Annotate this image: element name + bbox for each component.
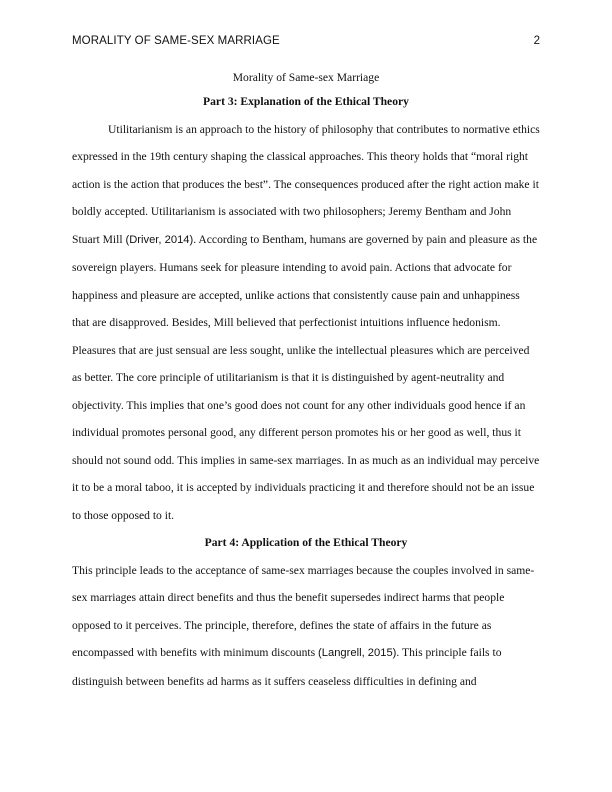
part3-paragraph xyxy=(72,116,540,530)
running-head: MORALITY OF SAME-SEX MARRIAGE xyxy=(72,35,280,47)
part4-heading: Part 4: Application of the Ethical Theory xyxy=(204,536,408,549)
citation-driver: (Driver, 2014) xyxy=(125,233,194,246)
citation-langrell: (Langrell, 2015) xyxy=(318,647,397,659)
part3-text-b: . According to Bentham, humans are governed by pain and pleasure as the sovereign players. Humans seek for pleasure intending to avoid pain. Actions that advocate for happiness and pleasure are accepted, unlike actions that consistently cause pain and unhappiness that are disapproved. Besides, Mill believed that perfectionist intuitions influence hedonism. Pleasures that are just sensual are less sought, unlike the intellectual pleasures which are perceived as better. The core principle of utilitarianism is that it is distinguished by agent-neutrality and objectivity. This implies that one’s good does not count for any other individuals good hence if an individual promotes personal good, any different person promotes his or her good as well, thus it should not sound odd. This implies in same-sex marriages. In as much as an individual may perceive it to be a moral taboo, it is accepted by individuals practicing it and therefore should not be an issue to those opposed to it. xyxy=(72,232,540,522)
document-body xyxy=(72,68,540,695)
part4-text-b: . This principle fails to distinguish between benefits ad harms as it suffers ceaseless difficulties in defining and xyxy=(72,646,502,688)
part4-text-a: This principle leads to the acceptance of same-sex marriages because the couples involved in same-sex marriages attain direct benefits and thus the benefit supersedes indirect harms that people opposed to it perceives. The principle, therefore, defines the state of affairs in the future as encompassed with benefits with minimum discounts xyxy=(72,563,535,659)
page-number: 2 xyxy=(533,35,540,47)
part3-heading: Part 3: Explanation of the Ethical Theory xyxy=(203,95,409,108)
part3-text-a: Utilitarianism is an approach to the history of philosophy that contributes to normative ethics expressed in the 19th century shaping the classical approaches. This theory holds that “moral right action is the action that produces the best”. The consequences produced after the right action make it boldly accepted. Utilitarianism is associated with two philosophers; Jeremy Bentham and John Stuart Mill xyxy=(72,122,540,246)
part4-paragraph xyxy=(72,557,540,696)
paper-title: Morality of Same-sex Marriage xyxy=(232,71,380,84)
